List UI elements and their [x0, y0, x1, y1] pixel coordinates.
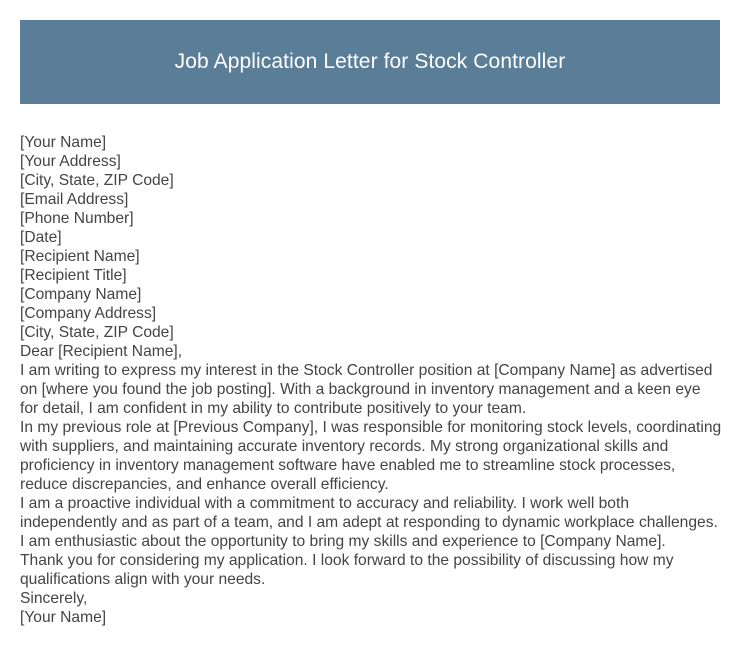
recipient-name: [Recipient Name] — [20, 248, 140, 265]
letter-body — [20, 133, 722, 627]
sender-city-state-zip: [City, State, ZIP Code] — [20, 172, 174, 189]
recipient-title: [Recipient Title] — [20, 267, 127, 284]
closing: Sincerely, — [20, 590, 88, 607]
recipient-block — [20, 247, 722, 342]
sender-address: [Your Address] — [20, 153, 121, 170]
page-title: Job Application Letter for Stock Controller — [174, 50, 566, 73]
salutation: Dear [Recipient Name], — [20, 343, 183, 360]
paragraph-qualities: I am a proactive individual with a commitment to accuracy and reliability. I work well both independently and as part of a team, and I am adept at responding to dynamic workplace challenges. I am enthusiastic about the opportunity to bring my skills and experience to [Company Name]. — [20, 495, 718, 550]
recipient-city-state-zip: [City, State, ZIP Code] — [20, 324, 174, 341]
paragraph-intro: I am writing to express my interest in the Stock Controller position at [Company Name] as advertised on [where you found the job posting]. With a background in inventory management and a keen eye for detail, I am confident in my ability to contribute positively to your team. — [20, 362, 713, 417]
sender-phone: [Phone Number] — [20, 210, 134, 227]
paragraph-thanks: Thank you for considering my application. I look forward to the possibility of discussing how my qualifications align with your needs. — [20, 552, 674, 588]
sender-block — [20, 133, 722, 228]
signature: [Your Name] — [20, 609, 107, 626]
sender-email: [Email Address] — [20, 191, 129, 208]
sender-name: [Your Name] — [20, 134, 107, 151]
recipient-company: [Company Name] — [20, 286, 142, 303]
letter-date: [Date] — [20, 229, 62, 246]
recipient-address: [Company Address] — [20, 305, 157, 322]
title-banner — [20, 20, 720, 104]
paragraph-experience: In my previous role at [Previous Company], I was responsible for monitoring stock levels, coordinating with suppliers, and maintaining accurate inventory records. My strong organizational skills and proficiency in inventory management software have enabled me to streamline stock processes, reduce discrepancies, and enhance overall efficiency. — [20, 419, 722, 493]
